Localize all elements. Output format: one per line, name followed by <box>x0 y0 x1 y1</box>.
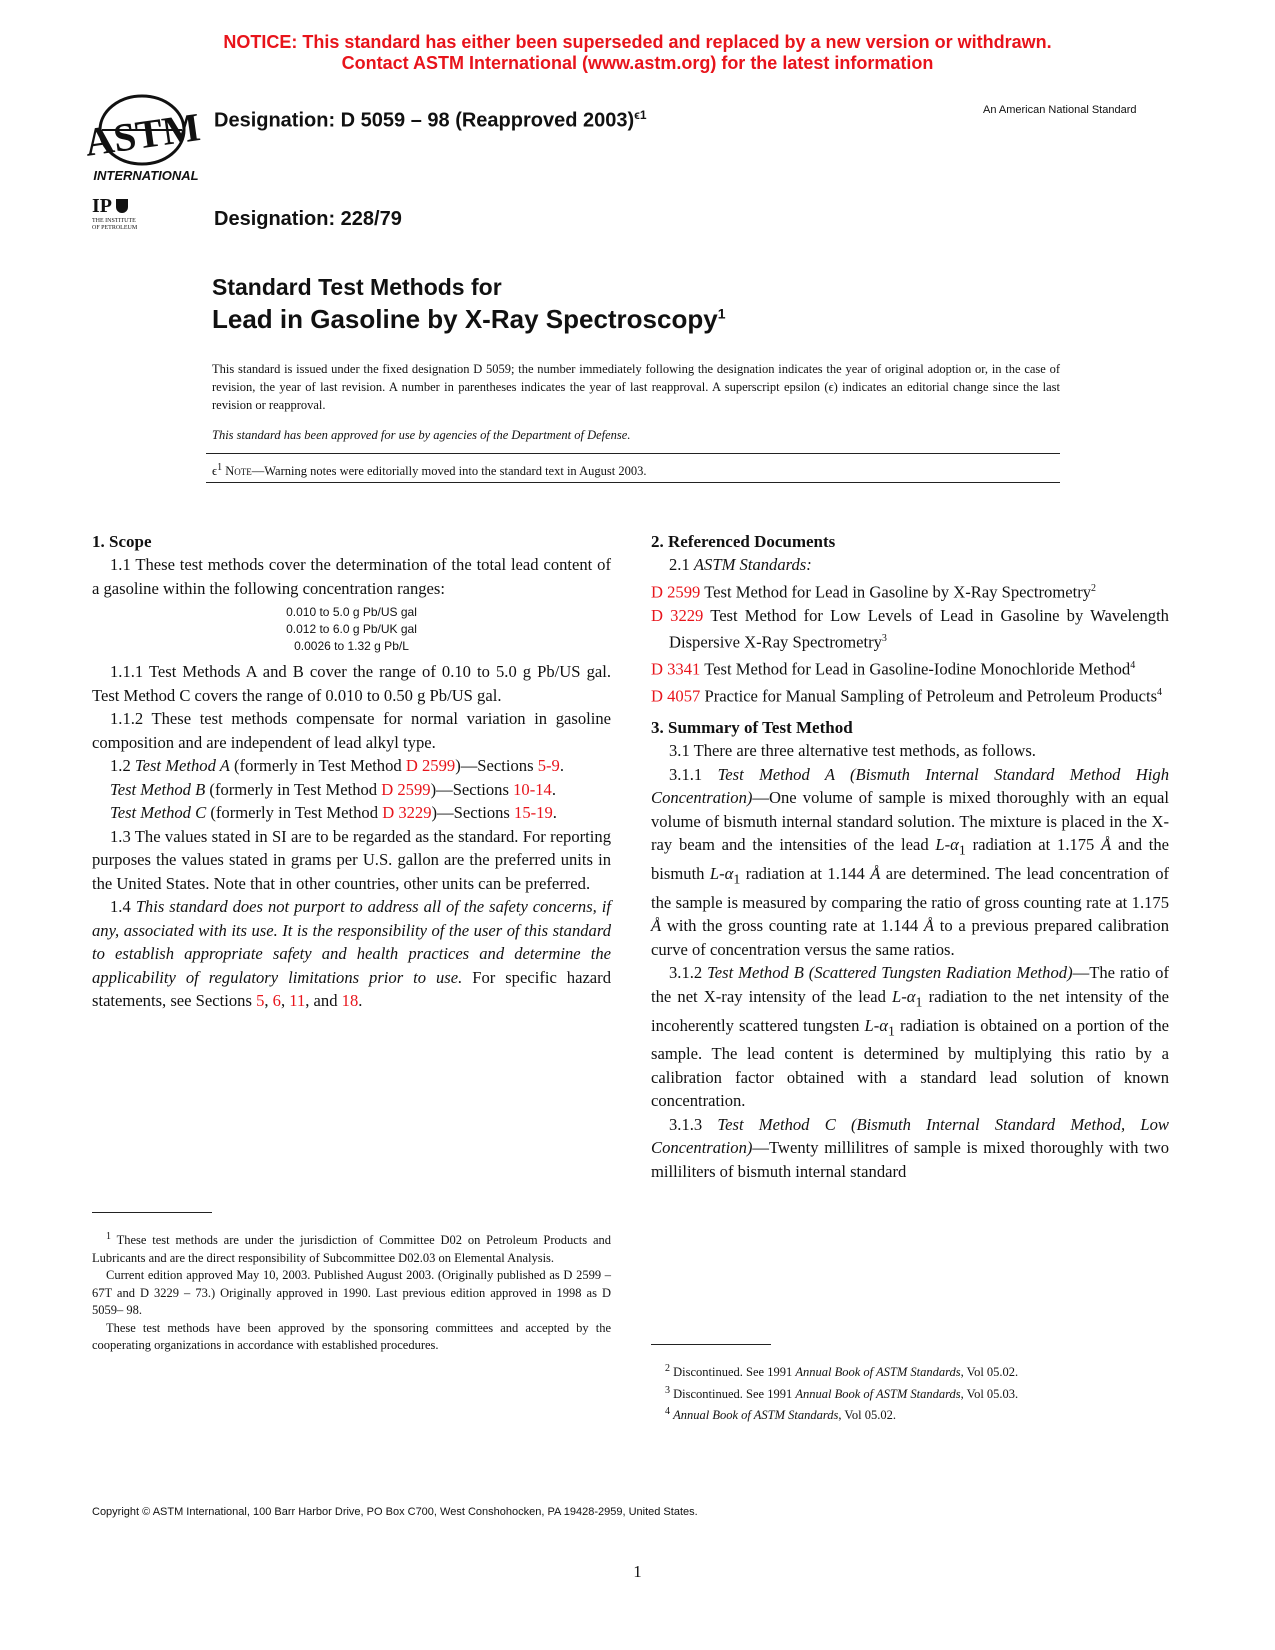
right-column <box>651 530 1169 1183</box>
method-b-label: Test Method B <box>110 779 206 799</box>
ip-logo-letters: IP <box>92 195 111 217</box>
divider-top <box>206 453 1060 454</box>
text: , Vol 05.03. <box>960 1386 1019 1401</box>
title-footnote-ref: 1 <box>717 305 726 322</box>
astm-logo-wordmark: INTERNATIONAL <box>93 168 199 183</box>
footnote-2 <box>651 1360 1169 1382</box>
copyright: Copyright © ASTM International, 100 Barr Harbor Drive, PO Box C700, West Conshohocken, PA 19428-2959, United States. <box>92 1506 698 1518</box>
footnote-1c: These test methods have been approved by the sponsoring committees and accepted by the cooperating organizations in accordance with established procedures. <box>92 1320 611 1353</box>
link-d3229[interactable]: D 3229 <box>651 605 704 625</box>
epsilon-symbol: ϵ <box>212 464 218 479</box>
footnote-1b: Current edition approved May 10, 2003. Published August 2003. (Originally published as D 2599 – 67T and D 3229 – 73.) Originally approved in 1990. Last previous edition approved in 1998 as D 5059– 98. <box>92 1268 611 1318</box>
text: (formerly in Test Method <box>209 779 378 799</box>
astm-designation-text: Designation: D 5059 – 98 (Reapproved 2003) <box>214 109 635 132</box>
link-section-18[interactable]: 18 <box>341 991 359 1010</box>
para-1-2: 1.2 Test Method A (formerly in Test Method D 2599)—Sections 5-9. <box>110 756 564 775</box>
astm-international-logo <box>81 92 203 187</box>
section-3-heading: 3. Summary of Test Method <box>651 718 853 738</box>
ref-text: Test Method for Lead in Gasoline-Iodine Monochloride Method <box>704 659 1131 679</box>
footnote-4 <box>651 1403 1169 1425</box>
para-num: 1.2 <box>110 756 131 775</box>
ref-d4057 <box>651 681 1169 708</box>
lead-line: L-α <box>935 835 959 855</box>
text: Discontinued. See 1991 <box>673 1365 793 1380</box>
method-a-label: Test Method A <box>134 756 230 775</box>
para-3-1-2 <box>651 961 1169 1113</box>
text: —One volume of sample is mixed thoroughly with an equal volume of bismuth internal standard solution. The mixture is placed in the X-ray beam and the intensities of the lead <box>651 788 1169 855</box>
bismuth-line: L-α <box>709 863 734 883</box>
link-d4057[interactable]: D 4057 <box>651 686 701 706</box>
link-section-6[interactable]: 6 <box>272 991 281 1010</box>
link-d3229[interactable]: D 3229 <box>382 803 432 822</box>
method-c-label: Test Method C <box>110 803 207 822</box>
footnote-3 <box>651 1382 1169 1404</box>
text: and the bismuth <box>651 835 1170 883</box>
para-3-1-3 <box>651 1113 1169 1184</box>
ref-sup: 3 <box>881 633 887 645</box>
american-national-standard: An American National Standard <box>983 104 1137 116</box>
link-d2599[interactable]: D 2599 <box>381 779 431 799</box>
footnotes-right <box>651 1360 1169 1425</box>
sub: 1 <box>958 842 966 858</box>
para-1-3: 1.3 The values stated in SI are to be regarded as the standard. For reporting purposes the values stated in grams per U.S. gallon are the preferred units in the United States. Note that in other countries, other units can be preferred. <box>92 826 611 893</box>
book-title: Annual Book of ASTM Standards <box>795 1386 961 1401</box>
text: radiation at 1.175 <box>972 835 1095 855</box>
method-a-label: Test Method A (Bismuth Internal Standard Method High Concentration) <box>651 764 1169 808</box>
para-num: 3.1.3 <box>669 1114 703 1134</box>
para-method-b: Test Method B (formerly in Test Method D 2599)—Sections 10-14. <box>110 779 556 799</box>
text: (formerly in Test Method <box>210 803 379 822</box>
footnote-rule-right <box>651 1344 771 1345</box>
ip-logo-subtitle: THE INSTITUTE OF PETROLEUM <box>92 218 138 231</box>
section-1-heading: 1. Scope <box>92 532 152 551</box>
ref-sup: 2 <box>1091 582 1097 594</box>
text: For specific hazard statements, see Sections <box>92 967 611 1010</box>
link-sections-10-14[interactable]: 10-14 <box>513 779 552 799</box>
text: are determined. The lead concentration of the sample is measured by comparing the ratio of gross counting rate at 1.175 <box>651 863 1170 912</box>
sub: 1 <box>887 1022 895 1038</box>
editorial-note <box>212 462 646 479</box>
method-c-label: Test Method C (Bismuth Internal Standard Method, Low Concentration) <box>651 1114 1169 1158</box>
range-item: 0.012 to 6.0 g Pb/UK gal <box>286 622 417 636</box>
page-number: 1 <box>633 1562 642 1581</box>
para-1-1-2: 1.1.2 These test methods compensate for normal variation in gasoline composition and are independent of lead alkyl type. <box>92 709 611 752</box>
footnote-num: 4 <box>665 1406 670 1418</box>
left-column <box>92 530 611 1013</box>
text: radiation is obtained on a portion of the sample. The lead content is determined by multiplying this ratio by a calibration factor obtained with a standard lead solution of known concentration. <box>651 1015 1169 1111</box>
para-method-c: Test Method C (formerly in Test Method D 3229)—Sections 15-19. <box>110 803 557 822</box>
text: to a previous prepared calibration curve of concentration versus the same ratios. <box>651 916 1169 959</box>
footnote-1 <box>92 1228 611 1267</box>
text: , Vol 05.02. <box>838 1408 896 1423</box>
ref-d3229 <box>651 604 1169 655</box>
para-2-1 <box>651 553 1169 577</box>
astm-designation-epsilon: ϵ1 <box>634 108 647 122</box>
text: radiation at 1.144 <box>745 863 865 883</box>
range-item: 0.010 to 5.0 g Pb/US gal <box>286 605 417 619</box>
para-num: 1.4 <box>110 897 131 916</box>
notice-line-1: NOTICE: This standard has either been superseded and replaced by a new version or withdrawn. <box>223 32 1052 52</box>
ref-d2599 <box>651 577 1169 604</box>
link-d2599[interactable]: D 2599 <box>651 582 701 602</box>
text: radiation to the net intensity of the incoherently scattered tungsten <box>651 986 1169 1035</box>
ip-designation: Designation: 228/79 <box>214 208 402 230</box>
note-text: —Warning notes were editorially moved into the standard text in August 2003. <box>251 464 647 479</box>
text: (formerly in Test Method <box>234 756 402 775</box>
ip-logo <box>92 196 162 241</box>
link-d2599[interactable]: D 2599 <box>405 756 456 775</box>
ref-text: Test Method for Low Levels of Lead in Gasoline by Wavelength Dispersive X-Ray Spectrometry <box>669 605 1169 652</box>
title-line-1: Standard Test Methods for <box>212 274 502 300</box>
title-text: Lead in Gasoline by X-Ray Spectroscopy <box>212 304 718 334</box>
text: )—Sections <box>430 779 509 799</box>
shield-icon <box>116 199 128 213</box>
method-b-label: Test Method B (Scattered Tungsten Radiation Method) <box>707 963 1073 983</box>
link-section-5[interactable]: 5 <box>256 991 265 1010</box>
link-sections-5-9[interactable]: 5-9 <box>537 756 560 775</box>
para-3-1-1 <box>651 763 1169 962</box>
footnote-num: 2 <box>665 1363 670 1374</box>
text: —The ratio of the net X-ray intensity of the lead <box>651 963 1170 1006</box>
ref-text: Practice for Manual Sampling of Petroleum and Petroleum Products <box>704 686 1158 706</box>
footnote-rule-left <box>92 1212 212 1213</box>
text: Discontinued. See 1991 <box>673 1386 793 1401</box>
para-1-4: 1.4 This standard does not purport to address all of the safety concerns, if any, associated with its use. It is the responsibility of the user of this standard to establish appropriate safety and health practices and determine the applicability of regulatory limitations prior to use. For specific hazard statements, see Sections 5, 6, 11, and 18. <box>92 897 611 1010</box>
sub: 1 <box>733 871 741 887</box>
svg-text:ASTM: ASTM <box>81 104 203 165</box>
para-1-1-1: 1.1.1 Test Methods A and B cover the range of 0.10 to 5.0 g Pb/US gal. Test Method C covers the range of 0.010 to 0.50 g Pb/US gal. <box>92 662 611 705</box>
book-title: Annual Book of ASTM Standards <box>673 1408 839 1423</box>
epsilon-sup: 1 <box>217 462 223 473</box>
ref-text: Test Method for Lead in Gasoline by X-Ray Spectrometry <box>704 582 1092 602</box>
para-num: 2.1 <box>669 555 690 574</box>
angstrom: Å <box>651 916 662 936</box>
angstrom: Å <box>923 916 935 936</box>
footnote-text: These test methods are under the jurisdiction of Committee D02 on Petroleum Products and Lubricants and are the direct responsibility of Subcommittee D02.03 on Elemental Analysis. <box>92 1233 611 1265</box>
footnote-num: 3 <box>665 1384 670 1396</box>
notice-line-2: Contact ASTM International (www.astm.org) for the latest information <box>341 53 934 73</box>
angstrom: Å <box>1101 835 1112 855</box>
sub: 1 <box>915 994 923 1010</box>
para-3-1: 3.1 There are three alternative test methods, as follows. <box>669 741 1036 761</box>
ref-d3341 <box>651 654 1169 681</box>
angstrom: Å <box>870 863 881 883</box>
withdrawn-notice <box>0 32 1275 74</box>
link-section-11[interactable]: 11 <box>289 991 306 1010</box>
dod-approval: This standard has been approved for use by agencies of the Department of Defense. <box>212 428 631 442</box>
link-d3341[interactable]: D 3341 <box>651 659 701 679</box>
note-label: Note <box>225 464 252 479</box>
range-item: 0.0026 to 1.32 g Pb/L <box>294 639 409 653</box>
book-title: Annual Book of ASTM Standards <box>795 1365 961 1380</box>
text: —Twenty millilitres of sample is mixed thoroughly with two milliliters of bismuth internal standard <box>651 1138 1169 1181</box>
text: )—Sections <box>431 803 510 822</box>
divider-bottom <box>206 482 1060 483</box>
lead-line: L-α <box>892 986 916 1006</box>
text: , Vol 05.02. <box>960 1365 1019 1380</box>
footnote-num: 1 <box>106 1231 111 1242</box>
ref-sup: 4 <box>1130 660 1136 672</box>
para-1-1: 1.1 These test methods cover the determination of the total lead content of a gasoline within the following concentration ranges: <box>92 555 611 598</box>
ref-sup: 4 <box>1157 687 1163 699</box>
text: and <box>313 991 338 1010</box>
text: )—Sections <box>455 756 534 775</box>
para-num: 3.1.1 <box>669 764 703 784</box>
footnotes-left <box>92 1228 611 1355</box>
safety-caveat: This standard does not purport to address all of the safety concerns, if any, associated with its use. It is the responsibility of the user of this standard to establish appropriate safety and health practices and determine the applicability of regulatory limitations prior to use. <box>92 897 611 987</box>
concentration-ranges <box>92 604 611 655</box>
text: with the gross counting rate at 1.144 <box>666 916 919 936</box>
astm-standards-label: ASTM Standards: <box>693 555 812 574</box>
issue-statement: This standard is issued under the fixed designation D 5059; the number immediately following the designation indicates the year of original adoption or, in the case of revision, the year of last revision. A number in parentheses indicates the year of last reapproval. A superscript epsilon (ϵ) indicates an editorial change since the last revision or reapproval. <box>212 362 1060 412</box>
para-num: 3.1.2 <box>669 963 703 983</box>
section-2-heading: 2. Referenced Documents <box>651 532 836 551</box>
link-sections-15-19[interactable]: 15-19 <box>514 803 553 822</box>
tungsten-line: L-α <box>864 1015 888 1035</box>
title-line-2 <box>212 304 726 335</box>
astm-designation <box>214 108 647 133</box>
